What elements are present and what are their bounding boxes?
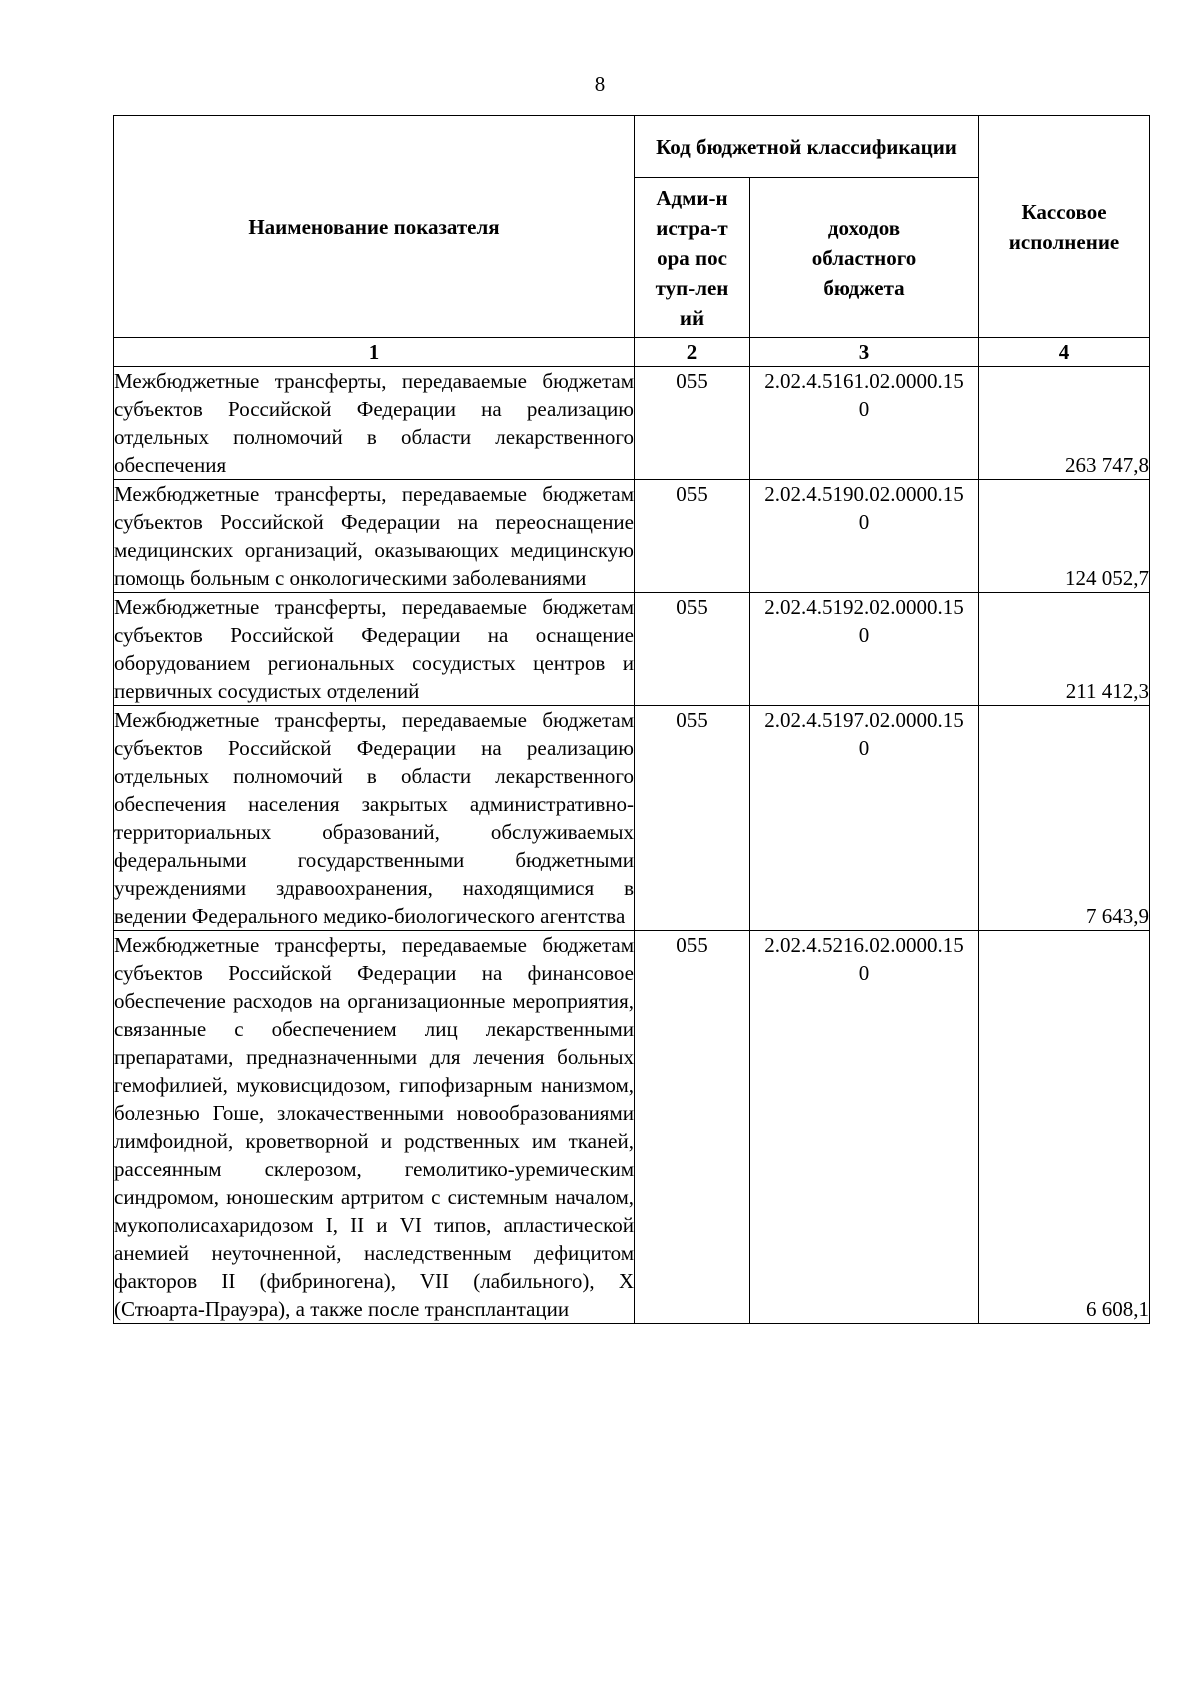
row-name: Межбюджетные трансферты, передаваемые бюджетам субъектов Российской Федерации на финансовое обеспечение расходов на организационные мероприятия, связанные с обеспечением лиц лекарственными препаратами, предназначенными для лечения больных гемофилией, муковисцидозом, гипофизарным нанизмом, болезнью Гоше, злокачественными новообразованиями лимфоидной, кроветворной и родственных им тканей, рассеянным склерозом, гемолитико-уремическим синдромом, юношеским артритом с системным началом, мукополисахаридозом I, II и VI типов, апластической анемией неуточненной, наследственным дефицитом факторов II (фибриногена), VII (лабильного), X (Стюарта-Прауэра), а также после трансплантации — [114, 931, 635, 1324]
row-amount: 211 412,3 — [979, 593, 1150, 706]
table-row — [114, 593, 1150, 706]
row-amount: 263 747,8 — [979, 367, 1150, 480]
row-income-code — [750, 367, 979, 480]
table-row — [114, 931, 1150, 1324]
row-amount: 7 643,9 — [979, 706, 1150, 931]
column-number: 4 — [979, 338, 1150, 367]
header-admin-text: Адми-нистра-тора поступ-лений — [655, 185, 729, 330]
row-admin-code: 055 — [635, 593, 750, 706]
column-number: 3 — [750, 338, 979, 367]
row-income-code-text: 2.02.4.5192.02.0000.150 — [764, 595, 964, 647]
header-admin-column — [635, 178, 750, 338]
column-number-row — [114, 338, 1150, 367]
row-name: Межбюджетные трансферты, передаваемые бюджетам субъектов Российской Федерации на реализацию отдельных полномочий в области лекарственного обеспечения населения закрытых административно-территориальных образований, обслуживаемых федеральными государственными бюджетными учреждениями здравоохранения, находящимися в ведении Федерального медико-биологического агентства — [114, 706, 635, 931]
row-name: Межбюджетные трансферты, передаваемые бюджетам субъектов Российской Федерации на реализацию отдельных полномочий в области лекарственного обеспечения — [114, 367, 635, 480]
row-income-code — [750, 706, 979, 931]
header-name-column: Наименование показателя — [114, 116, 635, 338]
row-amount: 6 608,1 — [979, 931, 1150, 1324]
row-admin-code: 055 — [635, 931, 750, 1324]
row-income-code — [750, 480, 979, 593]
row-admin-code: 055 — [635, 367, 750, 480]
row-income-code — [750, 593, 979, 706]
table-row — [114, 706, 1150, 931]
column-number: 2 — [635, 338, 750, 367]
row-income-code-text: 2.02.4.5197.02.0000.150 — [764, 708, 964, 760]
row-amount: 124 052,7 — [979, 480, 1150, 593]
table-row — [114, 480, 1150, 593]
row-admin-code: 055 — [635, 706, 750, 931]
page-number: 8 — [594, 72, 606, 96]
row-income-code — [750, 931, 979, 1324]
row-admin-code: 055 — [635, 480, 750, 593]
table-row — [114, 367, 1150, 480]
row-income-code-text: 2.02.4.5190.02.0000.150 — [764, 482, 964, 534]
header-income-column — [750, 178, 979, 338]
row-name: Межбюджетные трансферты, передаваемые бюджетам субъектов Российской Федерации на переоснащение медицинских организаций, оказывающих медицинскую помощь больным с онкологическими заболеваниями — [114, 480, 635, 593]
column-number: 1 — [114, 338, 635, 367]
header-code-group: Код бюджетной классификации — [635, 116, 979, 178]
row-income-code-text: 2.02.4.5161.02.0000.150 — [764, 369, 964, 421]
header-execution-column: Кассовое исполнение — [979, 116, 1150, 338]
row-income-code-text: 2.02.4.5216.02.0000.150 — [764, 933, 964, 985]
header-income-text: доходов областного бюджета — [811, 215, 917, 300]
row-name: Межбюджетные трансферты, передаваемые бюджетам субъектов Российской Федерации на оснащение оборудованием региональных сосудистых центров и первичных сосудистых отделений — [114, 593, 635, 706]
budget-table — [113, 115, 1150, 1324]
